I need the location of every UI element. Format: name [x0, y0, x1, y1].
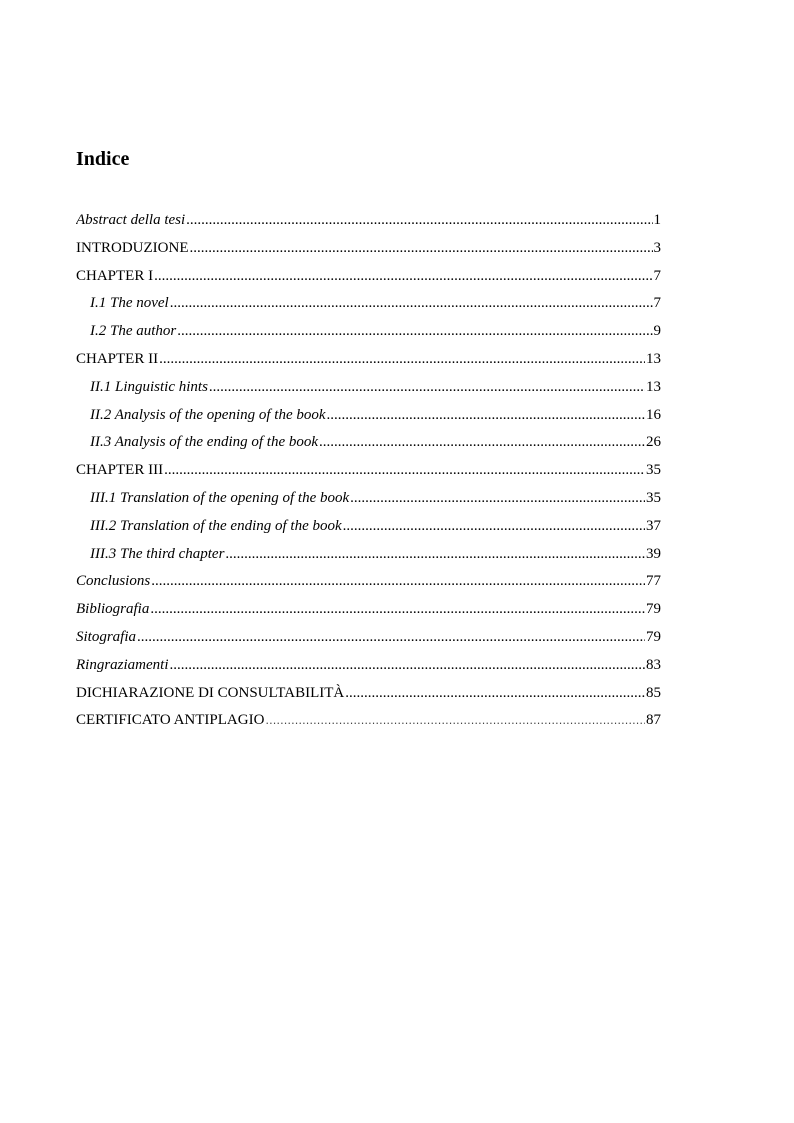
- toc-dot-leader: [265, 707, 645, 735]
- toc-entry-page-number: 1: [653, 212, 661, 228]
- toc-entry-label: CHAPTER II: [76, 350, 159, 367]
- toc-entry-label: CHAPTER I: [76, 267, 154, 284]
- toc-dot-leader: [343, 513, 645, 541]
- toc-entry[interactable]: [76, 207, 661, 235]
- toc-entry-page-number: 26: [646, 434, 661, 451]
- toc-dot-leader: [164, 457, 645, 485]
- toc-entry-label: Sitografia: [76, 628, 137, 645]
- toc-dot-leader: [177, 318, 652, 346]
- toc-entry-page-number: 13: [646, 378, 661, 395]
- toc-entry[interactable]: [76, 429, 661, 457]
- toc-entry[interactable]: [76, 374, 661, 402]
- toc-dot-leader: [350, 485, 645, 513]
- toc-entry[interactable]: [76, 652, 661, 680]
- toc-entry[interactable]: [76, 707, 661, 735]
- page-title: Indice: [76, 148, 130, 170]
- toc-entry-page-number: 85: [646, 684, 661, 701]
- toc-entry-label: Abstract della tesi: [76, 212, 186, 228]
- toc-entry-page-number: 39: [646, 545, 661, 562]
- toc-entry-label: III.1 Translation of the opening of the book: [90, 489, 350, 506]
- toc-entry[interactable]: [76, 596, 661, 624]
- toc-entry-label: INTRODUZIONE: [76, 239, 189, 256]
- toc-entry[interactable]: [76, 290, 661, 318]
- toc-entry-page-number: 37: [646, 517, 661, 534]
- toc-entry-label: Bibliografia: [76, 601, 150, 618]
- toc-entry-label: Conclusions: [76, 573, 151, 590]
- toc-entry-page-number: 16: [646, 406, 661, 423]
- toc-entry[interactable]: [76, 680, 661, 708]
- toc-entry-label: II.1 Linguistic hints: [90, 378, 208, 395]
- toc-entry[interactable]: [76, 513, 661, 541]
- toc-dot-leader: [151, 568, 645, 596]
- toc-dot-leader: [345, 680, 645, 708]
- table-of-contents: [76, 207, 661, 735]
- toc-dot-leader: [170, 290, 653, 318]
- toc-entry-label: CHAPTER III: [76, 462, 164, 479]
- toc-entry[interactable]: [76, 235, 661, 263]
- toc-entry-label: III.2 Translation of the ending of the book: [90, 517, 342, 534]
- toc-entry-label: II.2 Analysis of the opening of the book: [90, 406, 326, 423]
- toc-entry-page-number: 79: [646, 628, 661, 645]
- toc-entry[interactable]: [76, 485, 661, 513]
- toc-entry-label: CERTIFICATO ANTIPLAGIO: [76, 712, 265, 729]
- toc-entry[interactable]: [76, 318, 661, 346]
- toc-entry-page-number: 35: [646, 462, 661, 479]
- toc-dot-leader: [225, 541, 645, 569]
- toc-entry-page-number: 35: [646, 489, 661, 506]
- toc-entry-page-number: 3: [653, 239, 661, 256]
- toc-dot-leader: [189, 235, 652, 263]
- toc-entry-page-number: 9: [653, 323, 661, 340]
- toc-entry-page-number: 79: [646, 601, 661, 618]
- toc-entry-label: I.1 The novel: [90, 295, 169, 312]
- toc-entry-page-number: 77: [646, 573, 661, 590]
- toc-dot-leader: [186, 207, 652, 235]
- toc-entry[interactable]: [76, 402, 661, 430]
- toc-entry-label: Ringraziamenti: [76, 656, 169, 673]
- toc-entry-page-number: 7: [653, 295, 661, 312]
- toc-dot-leader: [209, 374, 645, 402]
- toc-entry-page-number: 87: [646, 712, 661, 729]
- toc-dot-leader: [159, 346, 645, 374]
- toc-dot-leader: [319, 429, 645, 457]
- toc-entry-page-number: 13: [646, 350, 661, 367]
- toc-entry[interactable]: [76, 457, 661, 485]
- toc-entry[interactable]: [76, 346, 661, 374]
- toc-dot-leader: [150, 596, 645, 624]
- toc-dot-leader: [170, 652, 646, 680]
- toc-entry-page-number: 83: [646, 656, 661, 673]
- toc-entry[interactable]: [76, 568, 661, 596]
- toc-entry[interactable]: [76, 263, 661, 291]
- toc-entry-label: I.2 The author: [90, 323, 177, 340]
- toc-dot-leader: [137, 624, 645, 652]
- toc-entry-label: DICHIARAZIONE DI CONSULTABILITÀ: [76, 684, 345, 701]
- toc-entry-label: III.3 The third chapter: [90, 545, 225, 562]
- toc-entry[interactable]: [76, 541, 661, 569]
- toc-entry-label: II.3 Analysis of the ending of the book: [90, 434, 319, 451]
- toc-entry-page-number: 7: [653, 267, 661, 284]
- toc-entry[interactable]: [76, 624, 661, 652]
- toc-dot-leader: [327, 402, 645, 430]
- toc-dot-leader: [154, 263, 652, 291]
